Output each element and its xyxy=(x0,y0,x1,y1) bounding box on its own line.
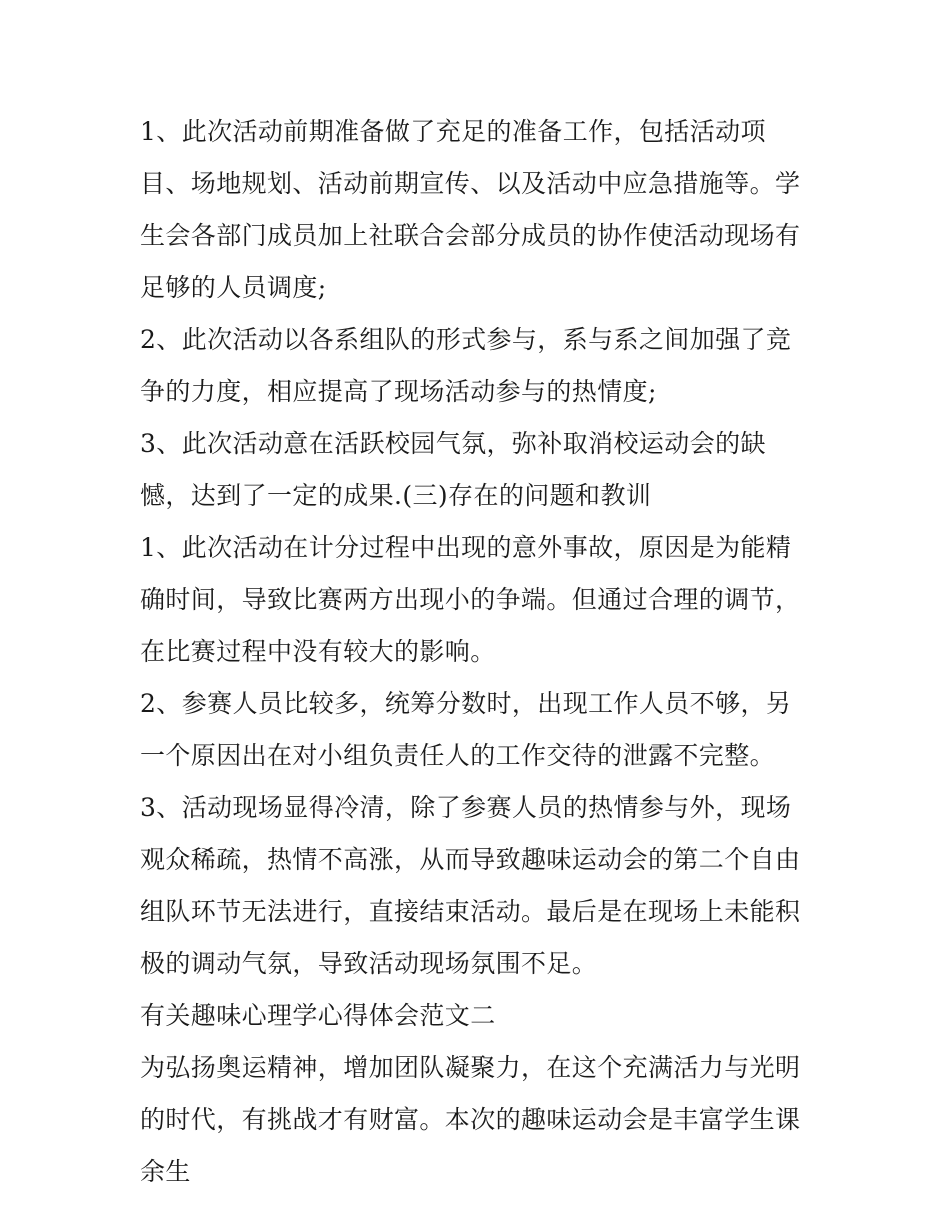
paragraph-1: 1、此次活动前期准备做了充足的准备工作，包括活动项目、场地规划、活动前期宣传、以及活动中应急措施等。学生会各部门成员加上社联合会部分成员的协作使活动现场有足够的人员调度; xyxy=(140,117,801,302)
document-body xyxy=(140,106,815,1198)
paragraph-7: 为弘扬奥运精神，增加团队凝聚力，在这个充满活力与光明的时代，有挑战才有财富。本次的趣味运动会是丰富学生课余生 xyxy=(140,1053,801,1186)
paragraph-4: 1、此次活动在计分过程中出现的意外事故，原因是为能精确时间，导致比赛两方出现小的争端。但通过合理的调节，在比赛过程中没有较大的影响。 xyxy=(140,533,801,666)
paragraph-2: 2、此次活动以各系组队的形式参与，系与系之间加强了竞争的力度，相应提高了现场活动参与的热情度; xyxy=(140,325,792,406)
paragraph-6: 3、活动现场显得冷清，除了参赛人员的热情参与外，现场观众稀疏，热情不高涨，从而导致趣味运动会的第二个自由组队环节无法进行，直接结束活动。最后是在现场上未能积极的调动气氛，导致活动现场氛围不足。 xyxy=(140,793,801,978)
section-heading: 有关趣味心理学心得体会范文二 xyxy=(140,1001,496,1030)
paragraph-5: 2、参赛人员比较多，统筹分数时，出现工作人员不够，另一个原因出在对小组负责任人的工作交待的泄露不完整。 xyxy=(140,689,792,770)
paragraph-3: 3、此次活动意在活跃校园气氛，弥补取消校运动会的缺憾，达到了一定的成果.(三)存在的问题和教训 xyxy=(140,429,766,510)
